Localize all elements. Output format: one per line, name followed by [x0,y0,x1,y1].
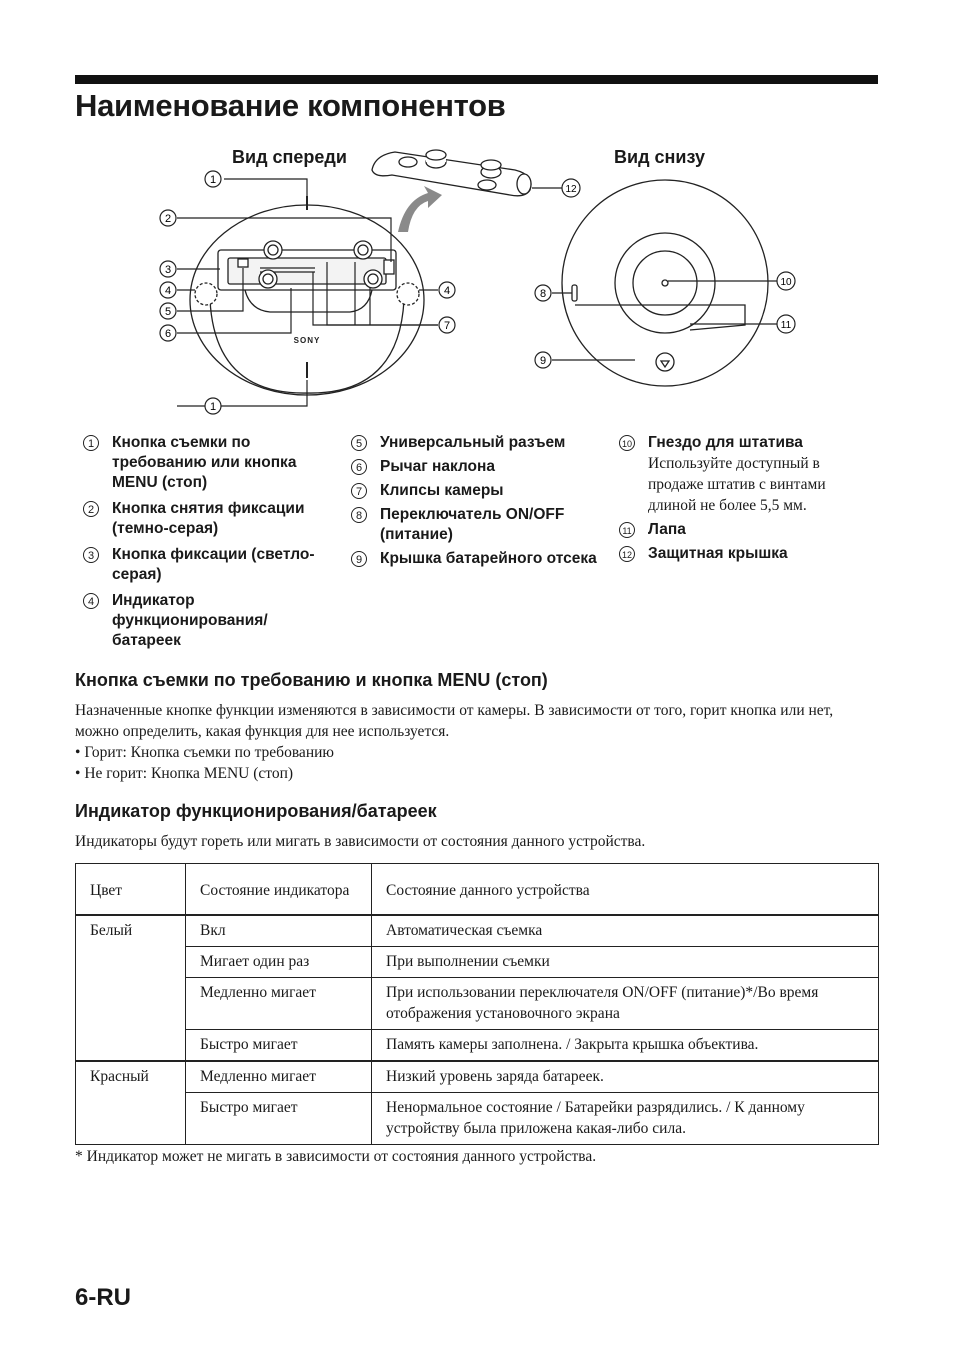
table-cell-color: Белый [76,915,186,1061]
bottom-view-label: Вид снизу [614,147,705,167]
component-diagram [0,140,954,425]
legend-item: 7 Клипсы камеры [343,481,608,501]
table-row [76,1030,879,1062]
bullet-list [75,742,334,784]
attach-arrow [398,186,442,232]
section-heading-indicator: Индикатор функционирования/батареек [75,801,437,821]
table-cell-state: При выполнении съемки [372,947,879,978]
legend-item: 9 Крышка батарейного отсека [343,549,608,569]
section-paragraph: Назначенные кнопке функции изменяются в зависимости от камеры. В зависимости от того, горит кнопка или нет, можно определить, какая функция для нее используется. [75,702,834,740]
table-cell-state: Ненормальное состояние / Батарейки разрядились. / К данному устройству была приложена какая-либо сила. [372,1093,879,1145]
legend-item: 1 Кнопка съемки по требованию или кнопка MENU (стоп) [75,433,340,493]
legend-item: 10 Гнездо для штатива Используйте доступный в продаже штатив с винтами длиной не более 5,5 мм. [611,433,876,516]
table-cell-indicator: Быстро мигает [186,1093,372,1145]
svg-text:4: 4 [443,285,451,297]
callout-4-right [439,282,455,298]
svg-text:12: 12 [565,184,577,195]
table-cell-indicator: Вкл [186,915,372,947]
table-cell-indicator: Мигает один раз [186,947,372,978]
table-header-cell: Цвет [76,864,186,916]
table-cell-state: Низкий уровень заряда батареек. [372,1061,879,1093]
svg-text:9: 9 [539,355,547,367]
svg-text:7: 7 [443,320,451,332]
front-view-illustration [190,196,424,395]
legend-item: 11 Лапа [611,520,876,540]
section-heading-button: Кнопка съемки по требованию и кнопка MENU (стоп) [75,670,548,690]
table-cell-indicator: Медленно мигает [186,978,372,1030]
svg-text:10: 10 [780,277,792,288]
table-cell-color: Красный [76,1061,186,1145]
top-rule [75,75,878,84]
svg-text:1: 1 [209,174,217,186]
callout-4-left [160,282,176,298]
table-row [76,1061,879,1093]
front-view-label: Вид спереди [232,147,347,167]
callout-8 [535,285,551,301]
table-header-cell: Состояние данного устройства [372,864,879,916]
legend-item: 4 Индикатор функционирования/ батареек [75,591,340,651]
callout-12 [562,179,580,197]
callout-1-bottom [205,398,221,414]
protective-cover-illustration [372,150,531,196]
table-cell-indicator: Медленно мигает [186,1061,372,1093]
table-cell-state: Автоматическая съемка [372,915,879,947]
page-number: 6-RU [75,1284,132,1311]
legend-item: 8 Переключатель ON/OFF (питание) [343,505,608,545]
page-title: Наименование компонентов [75,88,506,123]
table-row [76,915,879,947]
callout-3 [160,261,176,277]
svg-text:4: 4 [164,285,172,297]
legend-item: 12 Защитная крышка [611,544,876,564]
table-header-row [76,864,879,916]
callout-6 [160,325,176,341]
table-cell-state: Память камеры заполнена. / Закрыта крышка объектива. [372,1030,879,1062]
bullet-item: • Не горит: Кнопка MENU (стоп) [75,763,334,784]
callout-10 [777,272,795,290]
legend-item: 5 Универсальный разъем [343,433,608,453]
callout-11 [777,315,795,333]
indicator-status-table [75,863,879,1145]
callout-9 [535,352,551,368]
table-cell-state: При использовании переключателя ON/OFF (питание)*/Во время отображения установочного экрана [372,978,879,1030]
legend-column-3 [611,433,876,570]
table-cell-indicator: Быстро мигает [186,1030,372,1062]
svg-text:2: 2 [164,213,172,225]
callout-7 [439,317,455,333]
legend-item: 3 Кнопка фиксации (светло-серая) [75,545,340,585]
table-row [76,978,879,1030]
table-row [76,947,879,978]
callout-5 [160,303,176,319]
bottom-view-illustration [562,180,768,386]
section-paragraph: Индикаторы будут гореть или мигать в зависимости от состояния данного устройства. [75,833,646,850]
table-row [76,1093,879,1145]
callout-1-top [205,171,221,187]
svg-text:11: 11 [780,320,792,331]
callout-2 [160,210,176,226]
svg-text:8: 8 [539,288,547,300]
footnote: * Индикатор может не мигать в зависимости от состояния данного устройства. [75,1148,597,1165]
legend-column-1 [75,433,340,657]
table-header-cell: Состояние индикатора [186,864,372,916]
svg-text:6: 6 [164,328,172,340]
svg-text:5: 5 [164,306,172,318]
legend-item: 6 Рычаг наклона [343,457,608,477]
legend-item: 2 Кнопка снятия фиксации (темно-серая) [75,499,340,539]
brand-logo: SONY [293,336,321,345]
bullet-item: • Горит: Кнопка съемки по требованию [75,742,334,763]
svg-text:1: 1 [209,401,217,413]
svg-text:3: 3 [164,264,172,276]
legend-column-2 [343,433,608,575]
